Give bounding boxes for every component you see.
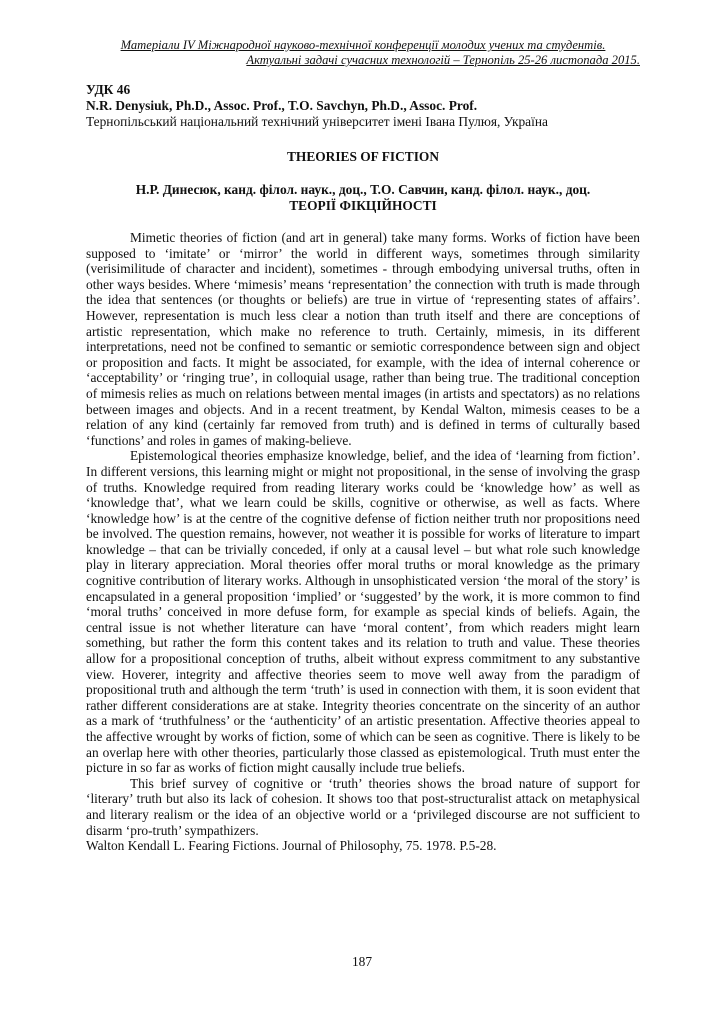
udc-code: УДК 46: [86, 82, 131, 97]
authors-ukrainian-block: [86, 182, 640, 214]
title-ukrainian: ТЕОРІЇ ФІКЦІЙНОСТІ: [289, 198, 437, 213]
authors-english: N.R. Denysiuk, Ph.D., Assoc. Prof., T.O. Savchyn, Ph.D., Assoc. Prof.: [86, 98, 478, 113]
title-english: THEORIES OF FICTION: [286, 149, 440, 164]
article-body: [86, 230, 640, 854]
paragraph: This brief survey of cognitive or ‘truth’ theories shows the broad nature of support for ‘literary’ truth but also its lack of cohesion. It shows too that post-structuralist attack on metaphysical and literary realism or the idea of an objective world or a ‘privileged discourse are not sufficient to disarm ‘pro-truth’ sympathizers.: [86, 775, 640, 838]
page-number: 187: [351, 954, 373, 969]
affiliation: Тернопільський національний технічний університет імені Івана Пулюя, Україна: [86, 114, 548, 129]
article-meta: [86, 82, 640, 130]
reference: Walton Kendall L. Fearing Fictions. Journal of Philosophy, 75. 1978. P.5-28.: [86, 838, 497, 854]
authors-ukrainian: Н.Р. Динесюк, канд. філол. наук., доц., Т.О. Савчин, канд. філол. наук., доц.: [135, 182, 591, 197]
paragraph: Mimetic theories of fiction (and art in general) take many forms. Works of fiction have been supposed to ‘imitate’ or ‘mirror’ the world in different ways, sometimes through similarity (verisimilitude of character and incident), sometimes - through embodying universal truths, often in other ways besides. Where ‘mimesis’ means ‘representation’ the connection with truth is made through the idea that sentences (or thoughts or beliefs) are true in virtue of ‘representing states of affairs’. However, representation is much less clear a notion than truth itself and there are conceptions of artistic representation, which make no reference to truth. Certainly, mimesis, in its different interpretations, need not be confined to semantic or semiotic correspondence between sign and object or proposition and facts. It might be associated, for example, with the idea of internal coherence or ‘acceptability’ or ‘ringing true’, in colloquial usage, rather than being true. The traditional conception of mimesis relies as much on relations between mental images (in artists and spectators) as no relations between images and objects. And in a recent treatment, by Kendal Walton, mimesis ceases to be a relation of any kind (certainly far removed from truth) and is defined in terms of culturally based ‘functions’ and roles in games of making-believe.: [86, 230, 640, 448]
header-line-1: Матеріали IV Міжнародної науково-технічної конференції молодих учених та студентів.: [120, 38, 606, 52]
header-line-2: Актуальні задачі сучасних технологій – Тернопіль 25-26 листопада 2015.: [246, 53, 640, 67]
paragraph: Epistemological theories emphasize knowledge, belief, and the idea of ‘learning from fiction’. In different versions, this learning might or might not propositional, in the sense of involving the grasp of truths. Knowledge required from reading literary works could be ‘knowledge how’ as well as ‘knowledge that’, what we learn could be skills, cognitive or otherwise, as well as facts. Where ‘knowledge how’ is at the centre of the cognitive defense of fiction neither truth nor propositions need be involved. The question remains, however, not weather it is possible for works of literature to impart knowledge – that can be trivially conceded, if only at a causal level – but what role such knowledge play in literary appreciation. Moral theories offer moral truths or moral knowledge as the primary cognitive contribution of literary works. Although in unsophisticated version ‘the moral of the story’ is encapsulated in a general proposition ‘implied’ or ‘suggested’ by the work, it is more common to find ‘moral truths’ conceived in more defuse form, for example as special kinds of beliefs. Again, the central issue is not whether literature can have ‘moral content’, from which readers might learn something, but rather the form this content takes and its relation to truth and value. These theories allow for a propositional conception of truths, albeit without express commitment to any substantive view. Hoverer, integrity and affective theories seem to move well away from the paradigm of propositional truth and although the term ‘truth’ is used in connection with them, it is soon evident that rather different considerations are at stake. Integrity theories concentrate on the sincerity of an author as a mark of ‘truthfulness’ or the ‘authenticity’ of an artistic presentation. Affective theories appeal to the affective wrought by works of fiction, some of which can be seen as cognitive. There is likely to be an overlap here with other theories, particularly those classed as epistemological. Truth must enter the picture in so far as works of fiction might causally include true beliefs.: [86, 448, 640, 776]
running-header: [86, 38, 640, 68]
paper-page: [86, 38, 640, 854]
